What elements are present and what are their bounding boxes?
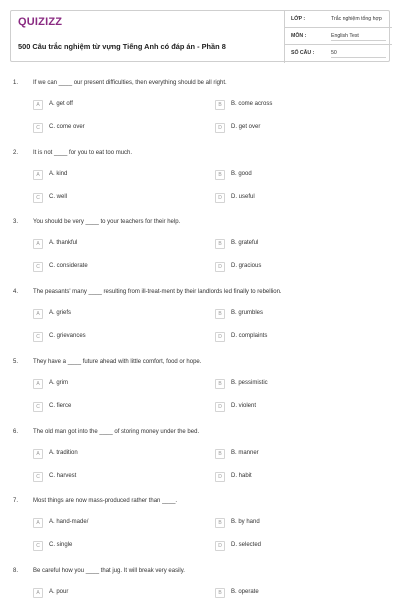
option-c[interactable] bbox=[33, 401, 203, 413]
option-b[interactable] bbox=[215, 517, 385, 529]
option-b[interactable] bbox=[215, 308, 385, 320]
option-text: A. pour bbox=[49, 589, 69, 595]
option-d[interactable] bbox=[215, 331, 385, 343]
option-key-box[interactable]: D bbox=[215, 402, 225, 412]
option-text: C. fierce bbox=[49, 403, 72, 409]
option-key-box[interactable]: B bbox=[215, 518, 225, 528]
option-key-box[interactable]: A bbox=[33, 379, 43, 389]
question-3 bbox=[0, 219, 400, 289]
option-key-box[interactable]: D bbox=[215, 541, 225, 551]
option-key-box[interactable]: C bbox=[33, 332, 43, 342]
option-b[interactable] bbox=[215, 238, 385, 250]
option-key-box[interactable]: A bbox=[33, 170, 43, 180]
option-text: B. come across bbox=[231, 101, 273, 107]
option-a[interactable] bbox=[33, 169, 203, 181]
option-key-box[interactable]: D bbox=[215, 332, 225, 342]
option-key-box[interactable]: D bbox=[215, 193, 225, 203]
option-key-box[interactable]: A bbox=[33, 100, 43, 110]
option-b[interactable] bbox=[215, 169, 385, 181]
option-d[interactable] bbox=[215, 261, 385, 273]
question-text: They have a ____ future ahead with little comfort, food or hope. bbox=[33, 359, 202, 365]
option-key-box[interactable]: B bbox=[215, 588, 225, 598]
option-text: B. operate bbox=[231, 589, 259, 595]
option-d[interactable] bbox=[215, 192, 385, 204]
question-text: Be careful how you ____ that jug. It will break very easily. bbox=[33, 568, 185, 574]
option-d[interactable] bbox=[215, 540, 385, 552]
option-text: D. violent bbox=[231, 403, 257, 409]
option-text: D. get over bbox=[231, 124, 261, 130]
question-text: The old man got into the ____ of storing money under the bed. bbox=[33, 429, 200, 435]
meta-row-class bbox=[285, 11, 392, 28]
option-text: C. grievances bbox=[49, 333, 86, 339]
option-d[interactable] bbox=[215, 471, 385, 483]
option-a[interactable] bbox=[33, 308, 203, 320]
option-key-box[interactable]: C bbox=[33, 123, 43, 133]
meta-label: SỐ CÂU : bbox=[291, 50, 315, 56]
option-key-box[interactable]: A bbox=[33, 449, 43, 459]
question-number: 1. bbox=[13, 80, 19, 86]
option-key-box[interactable]: C bbox=[33, 193, 43, 203]
option-key-box[interactable]: B bbox=[215, 100, 225, 110]
option-text: C. considerate bbox=[49, 263, 88, 269]
option-key-box[interactable]: D bbox=[215, 123, 225, 133]
option-a[interactable] bbox=[33, 238, 203, 250]
meta-row-count bbox=[285, 45, 392, 62]
question-7 bbox=[0, 498, 400, 568]
option-c[interactable] bbox=[33, 540, 203, 552]
option-a[interactable] bbox=[33, 517, 203, 529]
option-key-box[interactable]: B bbox=[215, 170, 225, 180]
option-key-box[interactable]: B bbox=[215, 449, 225, 459]
option-text: A. griefs bbox=[49, 310, 72, 316]
option-key-box[interactable]: B bbox=[215, 239, 225, 249]
option-text: C. harvest bbox=[49, 473, 77, 479]
meta-table bbox=[284, 11, 391, 63]
option-text: B. good bbox=[231, 171, 252, 177]
question-number: 4. bbox=[13, 289, 19, 295]
option-text: D. gracious bbox=[231, 263, 262, 269]
question-number: 7. bbox=[13, 498, 19, 504]
option-text: B. pessimistic bbox=[231, 380, 268, 386]
meta-label: MÔN : bbox=[291, 33, 307, 39]
option-key-box[interactable]: C bbox=[33, 541, 43, 551]
question-number: 2. bbox=[13, 150, 19, 156]
option-text: B. grumbles bbox=[231, 310, 264, 316]
question-1 bbox=[0, 80, 400, 150]
option-text: C. come over bbox=[49, 124, 85, 130]
question-6 bbox=[0, 429, 400, 499]
option-key-box[interactable]: C bbox=[33, 472, 43, 482]
option-c[interactable] bbox=[33, 261, 203, 273]
question-8 bbox=[0, 568, 400, 600]
meta-row-subject bbox=[285, 28, 392, 45]
option-text: C. well bbox=[49, 194, 68, 200]
option-c[interactable] bbox=[33, 192, 203, 204]
option-text: D. habit bbox=[231, 473, 252, 479]
option-text: A. tradition bbox=[49, 450, 78, 456]
option-c[interactable] bbox=[33, 122, 203, 134]
option-key-box[interactable]: D bbox=[215, 262, 225, 272]
question-2 bbox=[0, 150, 400, 220]
question-number: 5. bbox=[13, 359, 19, 365]
option-key-box[interactable]: A bbox=[33, 518, 43, 528]
option-key-box[interactable]: A bbox=[33, 309, 43, 319]
option-text: A. hand-made/ bbox=[49, 519, 89, 525]
option-b[interactable] bbox=[215, 587, 385, 599]
option-key-box[interactable]: C bbox=[33, 262, 43, 272]
option-a[interactable] bbox=[33, 378, 203, 390]
option-text: B. grateful bbox=[231, 240, 259, 246]
question-4 bbox=[0, 289, 400, 359]
option-c[interactable] bbox=[33, 471, 203, 483]
option-b[interactable] bbox=[215, 99, 385, 111]
option-key-box[interactable]: A bbox=[33, 239, 43, 249]
question-text: You should be very ____ to your teachers for their help. bbox=[33, 219, 181, 225]
quizizz-logo[interactable]: QUIZIZZ bbox=[18, 16, 63, 28]
option-text: B. by hand bbox=[231, 519, 260, 525]
option-text: C. single bbox=[49, 542, 73, 548]
worksheet-header bbox=[10, 10, 390, 62]
option-d[interactable] bbox=[215, 122, 385, 134]
option-key-box[interactable]: A bbox=[33, 588, 43, 598]
question-5 bbox=[0, 359, 400, 429]
option-key-box[interactable]: B bbox=[215, 309, 225, 319]
option-key-box[interactable]: D bbox=[215, 472, 225, 482]
question-text: It is not ____ for you to eat too much. bbox=[33, 150, 133, 156]
worksheet-title: 500 Câu trắc nghiệm từ vựng Tiếng Anh có đáp án - Phần 8 bbox=[18, 42, 226, 51]
meta-value: 50 bbox=[331, 50, 386, 58]
question-number: 6. bbox=[13, 429, 19, 435]
option-a[interactable] bbox=[33, 99, 203, 111]
meta-value: Trắc nghiệm tổng hợp bbox=[331, 16, 382, 22]
option-text: A. grim bbox=[49, 380, 69, 386]
meta-label: LỚP : bbox=[291, 16, 306, 22]
option-text: D. useful bbox=[231, 194, 255, 200]
question-text: Most things are now mass-produced rather than ____. bbox=[33, 498, 178, 504]
option-c[interactable] bbox=[33, 331, 203, 343]
question-number: 3. bbox=[13, 219, 19, 225]
option-b[interactable] bbox=[215, 448, 385, 460]
option-text: B. manner bbox=[231, 450, 259, 456]
option-text: A. kind bbox=[49, 171, 68, 177]
question-text: The peasants' many ____ resulting from ill-treat-ment by their landlords led finally to rebellion. bbox=[33, 289, 282, 295]
option-a[interactable] bbox=[33, 448, 203, 460]
option-key-box[interactable]: C bbox=[33, 402, 43, 412]
meta-value: English Test bbox=[331, 33, 386, 41]
option-text: A. thankful bbox=[49, 240, 78, 246]
option-text: D. complaints bbox=[231, 333, 268, 339]
option-key-box[interactable]: B bbox=[215, 379, 225, 389]
option-text: D. selected bbox=[231, 542, 262, 548]
option-a[interactable] bbox=[33, 587, 203, 599]
option-b[interactable] bbox=[215, 378, 385, 390]
question-number: 8. bbox=[13, 568, 19, 574]
option-text: A. get off bbox=[49, 101, 73, 107]
question-text: If we can ____ our present difficulties, then everything should be all right. bbox=[33, 80, 227, 86]
option-d[interactable] bbox=[215, 401, 385, 413]
